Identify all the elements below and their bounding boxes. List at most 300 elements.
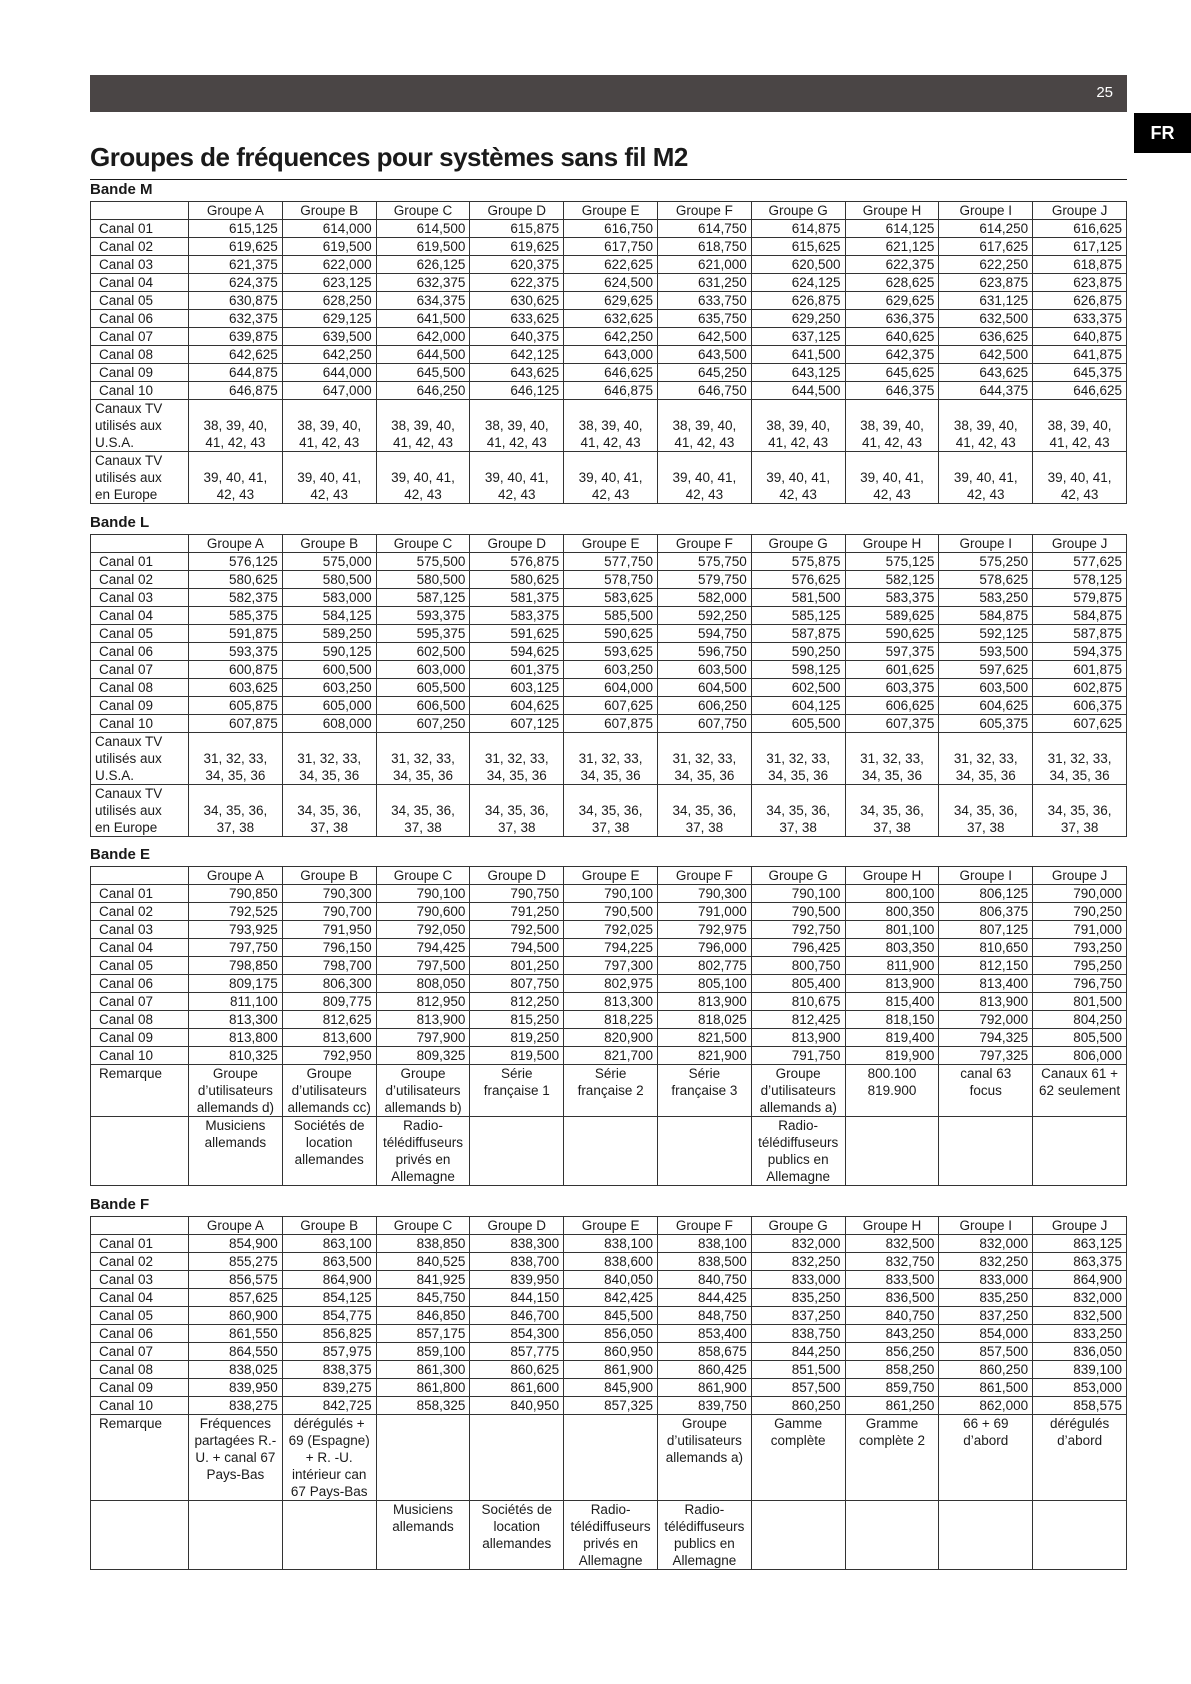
frequency-value: 591,625 <box>470 625 564 643</box>
channel-label: Canal 04 <box>91 939 189 957</box>
channel-label: Canal 02 <box>91 238 189 256</box>
frequency-value: 593,375 <box>189 643 283 661</box>
frequency-value: 643,625 <box>939 364 1033 382</box>
cell-line: 38, 39, 40, <box>203 418 268 433</box>
frequency-value: 791,000 <box>657 903 751 921</box>
frequency-value: 614,125 <box>845 220 939 238</box>
remark-cell <box>1033 1415 1127 1501</box>
table-header-row <box>91 1217 1127 1235</box>
cell-line: 67 Pays-Bas <box>290 1484 368 1499</box>
frequency-value: 639,500 <box>282 328 376 346</box>
frequency-value: 604,125 <box>751 697 845 715</box>
remark-cell <box>657 1065 751 1117</box>
frequency-value: 580,625 <box>189 571 283 589</box>
frequency-value: 620,375 <box>470 256 564 274</box>
cell-line: publics en <box>767 1152 829 1167</box>
frequency-value: 790,100 <box>376 885 470 903</box>
frequency-value: 641,500 <box>751 346 845 364</box>
table-row <box>91 1011 1127 1029</box>
table-row <box>91 364 1127 382</box>
frequency-value: 812,950 <box>376 993 470 1011</box>
tv-channels-value <box>376 733 470 785</box>
frequency-value: 606,375 <box>1033 697 1127 715</box>
cell-line: 31, 32, 33, <box>1047 751 1112 766</box>
frequency-value: 580,500 <box>282 571 376 589</box>
cell-line: U.S.A. <box>95 768 135 783</box>
tv-channels-value <box>939 452 1033 504</box>
cell-line: 39, 40, 41, <box>578 470 643 485</box>
table-row <box>91 625 1127 643</box>
table-row <box>91 571 1127 589</box>
cell-line: en Europe <box>95 820 158 835</box>
tv-channels-value <box>939 733 1033 785</box>
cell-line: Canaux TV <box>95 401 163 416</box>
cell-line: 34, 35, 36 <box>299 768 360 783</box>
tv-channels-value <box>845 400 939 452</box>
cell-line: 42, 43 <box>779 487 817 502</box>
frequency-value: 623,875 <box>939 274 1033 292</box>
frequency-value: 840,525 <box>376 1253 470 1271</box>
frequency-value: 590,625 <box>845 625 939 643</box>
frequency-value: 813,900 <box>657 993 751 1011</box>
frequency-value: 832,250 <box>939 1253 1033 1271</box>
frequency-value: 633,375 <box>1033 310 1127 328</box>
frequency-value: 807,125 <box>939 921 1033 939</box>
frequency-value: 792,000 <box>939 1011 1033 1029</box>
remark-label <box>91 1117 189 1186</box>
channel-label: Canal 06 <box>91 643 189 661</box>
channel-label: Canal 01 <box>91 553 189 571</box>
frequency-value: 836,050 <box>1033 1343 1127 1361</box>
frequency-value: 605,000 <box>282 697 376 715</box>
channel-label: Canal 05 <box>91 1307 189 1325</box>
cell-line: complète <box>770 1433 826 1448</box>
remark-cell <box>939 1415 1033 1501</box>
frequency-value: 645,625 <box>845 364 939 382</box>
frequency-value: 629,625 <box>845 292 939 310</box>
cell-line: 37, 38 <box>779 820 817 835</box>
group-header-cell: Groupe I <box>939 202 1033 220</box>
group-header-cell: Groupe E <box>564 535 658 553</box>
cell-line: 34, 35, 36 <box>205 768 266 783</box>
cell-line: 31, 32, 33, <box>860 751 924 766</box>
cell-line: 41, 42, 43 <box>205 435 266 450</box>
frequency-value: 585,125 <box>751 607 845 625</box>
cell-line: Fréquences <box>199 1416 272 1431</box>
frequency-value: 604,625 <box>470 697 564 715</box>
cell-line: Musiciens <box>392 1502 453 1517</box>
frequency-value: 859,100 <box>376 1343 470 1361</box>
group-header-cell: Groupe J <box>1033 535 1127 553</box>
frequency-value: 630,625 <box>470 292 564 310</box>
table-row <box>91 589 1127 607</box>
frequency-value: 598,125 <box>751 661 845 679</box>
frequency-value: 626,875 <box>1033 292 1127 310</box>
tv-channels-value <box>470 785 564 837</box>
table-row <box>91 1325 1127 1343</box>
frequency-value: 606,625 <box>845 697 939 715</box>
frequency-value: 815,250 <box>470 1011 564 1029</box>
frequency-value: 790,600 <box>376 903 470 921</box>
frequency-value: 639,875 <box>189 328 283 346</box>
frequency-value: 607,625 <box>1033 715 1127 733</box>
frequency-value: 646,875 <box>189 382 283 400</box>
frequency-value: 856,250 <box>845 1343 939 1361</box>
channel-label: Canal 06 <box>91 975 189 993</box>
frequency-value: 587,875 <box>751 625 845 643</box>
frequency-value: 631,250 <box>657 274 751 292</box>
table-row <box>91 1235 1127 1253</box>
frequency-value: 642,250 <box>282 346 376 364</box>
frequency-value: 796,000 <box>657 939 751 957</box>
frequency-value: 591,875 <box>189 625 283 643</box>
frequency-value: 838,275 <box>189 1397 283 1415</box>
table-row <box>91 1397 1127 1415</box>
channel-label: Canal 07 <box>91 1343 189 1361</box>
frequency-value: 792,975 <box>657 921 751 939</box>
cell-line: 34, 35, 36, <box>860 803 924 818</box>
frequency-value: 832,000 <box>939 1235 1033 1253</box>
cell-line: 37, 38 <box>591 820 630 835</box>
frequency-value: 581,500 <box>751 589 845 607</box>
tv-channels-value <box>189 733 283 785</box>
tv-channels-value <box>282 452 376 504</box>
cell-line: 39, 40, 41, <box>672 470 737 485</box>
cell-line: 41, 42, 43 <box>580 435 641 450</box>
remark-cell <box>845 1415 939 1501</box>
frequency-value: 646,125 <box>470 382 564 400</box>
frequency-value: 628,250 <box>282 292 376 310</box>
cell-line: 34, 35, 36 <box>580 768 641 783</box>
remark-cell <box>470 1117 564 1186</box>
frequency-value: 794,425 <box>376 939 470 957</box>
frequency-value: 576,125 <box>189 553 283 571</box>
frequency-value: 821,900 <box>657 1047 751 1065</box>
tv-channels-value <box>1033 452 1127 504</box>
frequency-value: 584,875 <box>939 607 1033 625</box>
cell-line: française 2 <box>577 1083 644 1098</box>
frequency-value: 646,625 <box>1033 382 1127 400</box>
frequency-value: 618,750 <box>657 238 751 256</box>
channel-label: Canal 10 <box>91 1047 189 1065</box>
group-header-cell: Groupe G <box>751 535 845 553</box>
tv-channels-value <box>376 452 470 504</box>
frequency-value: 590,250 <box>751 643 845 661</box>
frequency-value: 854,775 <box>282 1307 376 1325</box>
language-tab: FR <box>1134 113 1191 153</box>
table-row <box>91 885 1127 903</box>
group-header-cell: Groupe D <box>470 202 564 220</box>
cell-line: 37, 38 <box>1060 820 1099 835</box>
table-row <box>91 921 1127 939</box>
frequency-value: 861,300 <box>376 1361 470 1379</box>
frequency-value: 607,875 <box>189 715 283 733</box>
frequency-value: 619,625 <box>470 238 564 256</box>
cell-line: 31, 32, 33, <box>203 751 268 766</box>
frequency-value: 605,875 <box>189 697 283 715</box>
frequency-value: 631,125 <box>939 292 1033 310</box>
frequency-value: 794,225 <box>564 939 658 957</box>
frequency-value: 813,900 <box>845 975 939 993</box>
frequency-value: 806,375 <box>939 903 1033 921</box>
frequency-value: 798,700 <box>282 957 376 975</box>
frequency-table <box>90 866 1127 1186</box>
frequency-value: 791,000 <box>1033 921 1127 939</box>
frequency-value: 802,775 <box>657 957 751 975</box>
frequency-table <box>90 534 1127 837</box>
frequency-value: 861,250 <box>845 1397 939 1415</box>
table-row <box>91 382 1127 400</box>
frequency-value: 646,750 <box>657 382 751 400</box>
group-header-cell: Groupe D <box>470 535 564 553</box>
group-header-cell: Groupe E <box>564 202 658 220</box>
group-header-cell: Groupe J <box>1033 867 1127 885</box>
frequency-value: 644,875 <box>189 364 283 382</box>
table-row <box>91 553 1127 571</box>
remark-cell <box>470 1415 564 1501</box>
cell-line: allemands a) <box>665 1450 744 1465</box>
cell-line: Gramme <box>865 1416 919 1431</box>
frequency-value: 794,500 <box>470 939 564 957</box>
frequency-value: 805,500 <box>1033 1029 1127 1047</box>
frequency-value: 579,875 <box>1033 589 1127 607</box>
frequency-value: 845,500 <box>564 1307 658 1325</box>
frequency-value: 640,625 <box>845 328 939 346</box>
cell-line: Radio- <box>590 1502 631 1517</box>
frequency-value: 790,100 <box>564 885 658 903</box>
tv-channels-value <box>189 785 283 837</box>
remark-cell <box>845 1501 939 1570</box>
frequency-value: 806,000 <box>1033 1047 1127 1065</box>
frequency-value: 594,625 <box>470 643 564 661</box>
cell-line: Canaux TV <box>95 453 163 468</box>
frequency-value: 642,250 <box>564 328 658 346</box>
frequency-value: 629,250 <box>751 310 845 328</box>
frequency-value: 797,900 <box>376 1029 470 1047</box>
tv-channels-value <box>470 733 564 785</box>
frequency-value: 593,375 <box>376 607 470 625</box>
frequency-value: 858,675 <box>657 1343 751 1361</box>
frequency-value: 615,125 <box>189 220 283 238</box>
group-header-cell: Groupe A <box>189 535 283 553</box>
frequency-value: 614,875 <box>751 220 845 238</box>
remark-row <box>91 1501 1127 1570</box>
frequency-value: 621,000 <box>657 256 751 274</box>
table-row <box>91 643 1127 661</box>
tv-channels-value <box>751 400 845 452</box>
cell-line: Groupe <box>212 1066 258 1081</box>
cell-line: 38, 39, 40, <box>766 418 831 433</box>
frequency-value: 813,900 <box>751 1029 845 1047</box>
cell-line: Allemagne <box>391 1169 455 1184</box>
frequency-value: 618,875 <box>1033 256 1127 274</box>
frequency-value: 607,750 <box>657 715 751 733</box>
frequency-value: 607,625 <box>564 697 658 715</box>
cell-line: d’utilisateurs <box>197 1083 273 1098</box>
frequency-value: 810,325 <box>189 1047 283 1065</box>
frequency-value: 856,825 <box>282 1325 376 1343</box>
frequency-value: 857,975 <box>282 1343 376 1361</box>
frequency-value: 580,500 <box>376 571 470 589</box>
cell-line: 38, 39, 40, <box>297 418 362 433</box>
tv-channels-value <box>376 785 470 837</box>
frequency-value: 582,000 <box>657 589 751 607</box>
frequency-value: 622,375 <box>845 256 939 274</box>
frequency-value: 634,375 <box>376 292 470 310</box>
tv-channels-row <box>91 452 1127 504</box>
cell-line: Musiciens <box>205 1118 266 1133</box>
cell-line: Groupe <box>306 1066 352 1081</box>
frequency-value: 607,375 <box>845 715 939 733</box>
cell-line: 41, 42, 43 <box>392 435 454 450</box>
frequency-value: 592,250 <box>657 607 751 625</box>
frequency-value: 853,400 <box>657 1325 751 1343</box>
frequency-value: 623,875 <box>1033 274 1127 292</box>
channel-label: Canal 08 <box>91 346 189 364</box>
frequency-value: 835,250 <box>939 1289 1033 1307</box>
frequency-value: 628,625 <box>845 274 939 292</box>
frequency-value: 575,500 <box>376 553 470 571</box>
cell-line: allemands <box>204 1135 267 1150</box>
cell-line: d’utilisateurs <box>760 1083 836 1098</box>
frequency-value: 792,050 <box>376 921 470 939</box>
cell-line: 41, 42, 43 <box>299 435 360 450</box>
cell-line: 41, 42, 43 <box>768 435 829 450</box>
tv-channels-value <box>751 452 845 504</box>
frequency-value: 607,250 <box>376 715 470 733</box>
table-row <box>91 1047 1127 1065</box>
frequency-value: 626,125 <box>376 256 470 274</box>
frequency-value: 842,425 <box>564 1289 658 1307</box>
cell-line: 38, 39, 40, <box>391 418 455 433</box>
cell-line: publics en <box>673 1536 735 1551</box>
frequency-value: 647,000 <box>282 382 376 400</box>
remark-row <box>91 1117 1127 1186</box>
cell-line: 37, 38 <box>498 820 536 835</box>
group-header-cell: Groupe F <box>657 867 751 885</box>
frequency-value: 575,250 <box>939 553 1033 571</box>
frequency-value: 615,625 <box>751 238 845 256</box>
frequency-value: 583,375 <box>470 607 564 625</box>
cell-line: 42, 43 <box>591 487 630 502</box>
frequency-value: 622,375 <box>470 274 564 292</box>
frequency-value: 813,900 <box>939 993 1033 1011</box>
frequency-value: 812,625 <box>282 1011 376 1029</box>
frequency-value: 793,925 <box>189 921 283 939</box>
cell-line: allemands d) <box>196 1100 275 1115</box>
frequency-value: 818,025 <box>657 1011 751 1029</box>
frequency-value: 798,850 <box>189 957 283 975</box>
frequency-value: 580,625 <box>470 571 564 589</box>
frequency-value: 616,625 <box>1033 220 1127 238</box>
cell-line: 41, 42, 43 <box>1049 435 1110 450</box>
band-title: Bande E <box>90 846 151 863</box>
cell-line: allemandes <box>482 1536 552 1551</box>
frequency-value: 583,625 <box>564 589 658 607</box>
cell-line: 41, 42, 43 <box>955 435 1016 450</box>
frequency-value: 619,500 <box>376 238 470 256</box>
frequency-value: 589,250 <box>282 625 376 643</box>
cell-line: 38, 39, 40, <box>860 418 924 433</box>
channel-label: Canal 09 <box>91 1029 189 1047</box>
cell-line: 31, 32, 33, <box>766 751 831 766</box>
frequency-value: 629,125 <box>282 310 376 328</box>
group-header-cell: Groupe I <box>939 1217 1033 1235</box>
header-corner-cell <box>91 1217 189 1235</box>
cell-line: 31, 32, 33, <box>672 751 737 766</box>
remark-cell <box>282 1065 376 1117</box>
frequency-value: 790,250 <box>1033 903 1127 921</box>
group-header-cell: Groupe C <box>376 535 470 553</box>
cell-line: 34, 35, 36, <box>297 803 362 818</box>
cell-line: allemands <box>392 1519 454 1534</box>
frequency-value: 832,000 <box>751 1235 845 1253</box>
frequency-value: 864,900 <box>282 1271 376 1289</box>
frequency-value: 640,375 <box>470 328 564 346</box>
frequency-value: 643,000 <box>564 346 658 364</box>
frequency-value: 861,600 <box>470 1379 564 1397</box>
cell-line: 34, 35, 36 <box>861 768 922 783</box>
channel-label: Canal 02 <box>91 571 189 589</box>
frequency-value: 812,425 <box>751 1011 845 1029</box>
cell-line: 34, 35, 36, <box>391 803 455 818</box>
frequency-value: 838,100 <box>564 1235 658 1253</box>
channel-label: Canal 03 <box>91 1271 189 1289</box>
group-header-cell: Groupe C <box>376 867 470 885</box>
frequency-value: 606,500 <box>376 697 470 715</box>
table-header-row <box>91 867 1127 885</box>
cell-line: utilisés aux <box>95 803 162 818</box>
frequency-value: 645,250 <box>657 364 751 382</box>
frequency-value: 608,000 <box>282 715 376 733</box>
frequency-value: 821,700 <box>564 1047 658 1065</box>
cell-line: 42, 43 <box>216 487 255 502</box>
frequency-value: 846,850 <box>376 1307 470 1325</box>
frequency-value: 821,500 <box>657 1029 751 1047</box>
table-row <box>91 1253 1127 1271</box>
frequency-value: 603,250 <box>564 661 658 679</box>
frequency-value: 854,125 <box>282 1289 376 1307</box>
frequency-value: 603,250 <box>282 679 376 697</box>
frequency-value: 640,875 <box>1033 328 1127 346</box>
frequency-value: 604,625 <box>939 697 1033 715</box>
tv-channels-value <box>657 400 751 452</box>
channel-label: Canal 07 <box>91 993 189 1011</box>
table-row <box>91 679 1127 697</box>
frequency-value: 819,400 <box>845 1029 939 1047</box>
cell-line: 34, 35, 36, <box>766 803 831 818</box>
remark-cell <box>189 1117 283 1186</box>
frequency-value: 848,750 <box>657 1307 751 1325</box>
channel-label: Canal 04 <box>91 274 189 292</box>
frequency-value: 623,125 <box>282 274 376 292</box>
frequency-value: 861,800 <box>376 1379 470 1397</box>
frequency-value: 602,500 <box>376 643 470 661</box>
frequency-value: 790,700 <box>282 903 376 921</box>
frequency-value: 615,875 <box>470 220 564 238</box>
cell-line: utilisés aux <box>95 470 162 485</box>
channel-label: Canal 10 <box>91 382 189 400</box>
group-header-cell: Groupe F <box>657 202 751 220</box>
cell-line: 42, 43 <box>404 487 442 502</box>
group-header-cell: Groupe B <box>282 867 376 885</box>
tv-channels-value <box>282 785 376 837</box>
table-row <box>91 274 1127 292</box>
frequency-value: 576,625 <box>751 571 845 589</box>
remark-cell <box>189 1065 283 1117</box>
channel-label: Canal 05 <box>91 625 189 643</box>
frequency-value: 792,525 <box>189 903 283 921</box>
